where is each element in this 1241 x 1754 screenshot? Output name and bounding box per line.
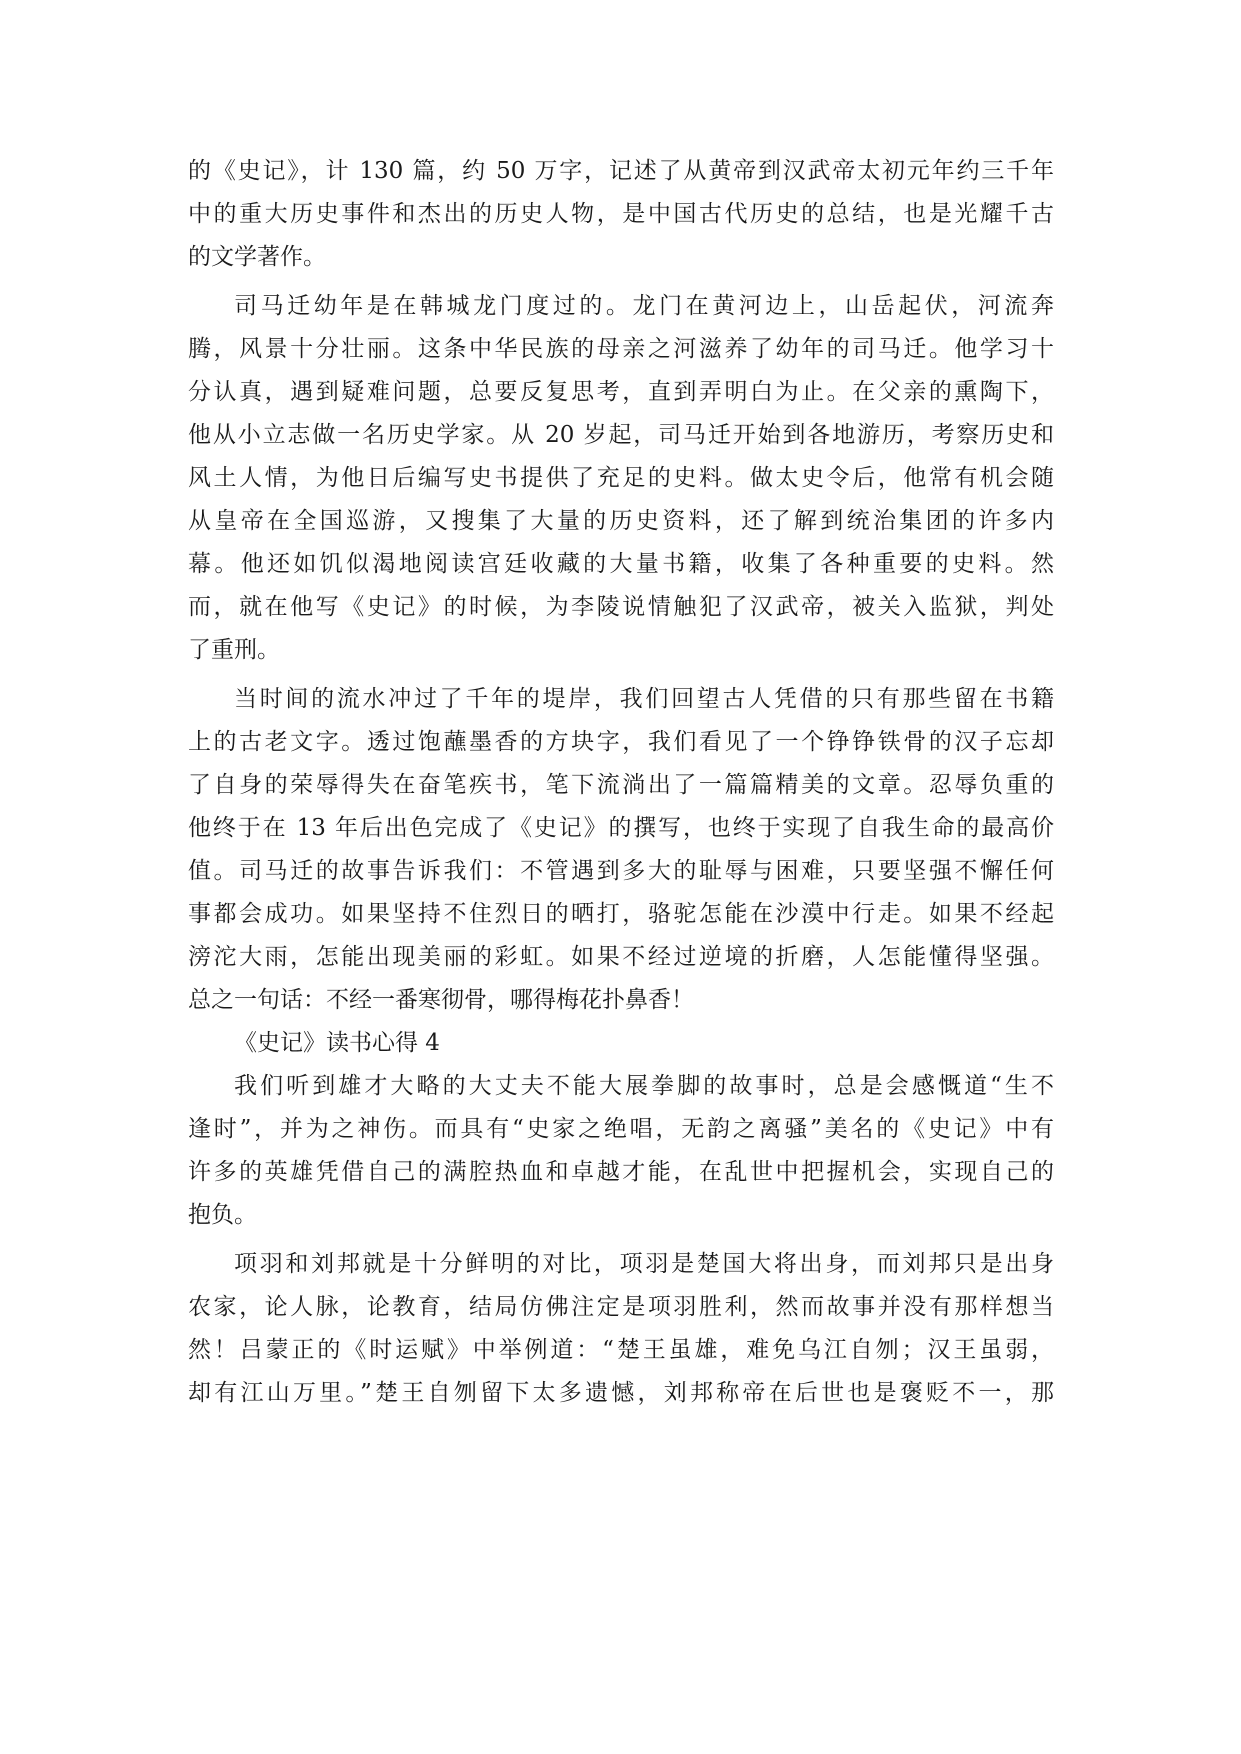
text-line: 幕。他还如饥似渴地阅读宫廷收藏的大量书籍，收集了各种重要的史料。然	[188, 551, 1054, 577]
text-line: 却有江山万里。”楚王自刎留下太多遗憾，刘邦称帝在后世也是褒贬不一，那	[188, 1380, 1054, 1406]
document-body	[188, 150, 1054, 1415]
text-line: 风土人情，为他日后编写史书提供了充足的史料。做太史令后，他常有机会随	[188, 465, 1054, 491]
section-title: 《史记》读书心得 4	[234, 1030, 440, 1056]
text-line: 许多的英雄凭借自己的满腔热血和卓越才能，在乱世中把握机会，实现自己的	[188, 1159, 1054, 1185]
paragraph-heroes	[188, 1065, 1054, 1237]
paragraph-sima-qian-youth	[188, 285, 1054, 672]
text-line: 腾，风景十分壮丽。这条中华民族的母亲之河滋养了幼年的司马迁。他学习十	[188, 336, 1054, 362]
paragraph-xiang-yu-liu-bang	[188, 1243, 1054, 1415]
text-line: 滂沱大雨，怎能出现美丽的彩虹。如果不经过逆境的折磨，人怎能懂得坚强。	[188, 944, 1054, 970]
text-line: 逢时”，并为之神伤。而具有“史家之绝唱，无韵之离骚”美名的《史记》中有	[188, 1116, 1054, 1142]
text-line: 值。司马迁的故事告诉我们：不管遇到多大的耻辱与困难，只要坚强不懈任何	[188, 858, 1054, 884]
text-line: 总之一句话：不经一番寒彻骨，哪得梅花扑鼻香！	[188, 987, 694, 1013]
text-line: 然！吕蒙正的《时运赋》中举例道：“楚王虽雄，难免乌江自刎；汉王虽弱，	[188, 1337, 1054, 1363]
text-line: 从皇帝在全国巡游，又搜集了大量的历史资料，还了解到统治集团的许多内	[188, 508, 1054, 534]
text-line: 的《史记》，计 130 篇，约 50 万字，记述了从黄帝到汉武帝太初元年约三千年	[188, 158, 1054, 184]
text-line: 他从小立志做一名历史学家。从 20 岁起，司马迁开始到各地游历，考察历史和	[188, 422, 1054, 448]
paragraph-intro-continuation	[188, 150, 1054, 279]
text-line: 分认真，遇到疑难问题，总要反复思考，直到弄明白为止。在父亲的熏陶下，	[188, 379, 1054, 405]
text-line: 我们听到雄才大略的大丈夫不能大展拳脚的故事时，总是会感慨道“生不	[234, 1073, 1054, 1099]
text-line: 了自身的荣辱得失在奋笔疾书，笔下流淌出了一篇篇精美的文章。忍辱负重的	[188, 772, 1054, 798]
text-line: 农家，论人脉，论教育，结局仿佛注定是项羽胜利，然而故事并没有那样想当	[188, 1294, 1054, 1320]
text-line: 上的古老文字。透过饱蘸墨香的方块字，我们看见了一个铮铮铁骨的汉子忘却	[188, 729, 1054, 755]
text-line: 了重刑。	[188, 637, 280, 663]
text-line: 而，就在他写《史记》的时候，为李陵说情触犯了汉武帝，被关入监狱，判处	[188, 594, 1054, 620]
paragraph-reflection	[188, 678, 1054, 1022]
text-line: 的文学著作。	[188, 244, 326, 270]
text-line: 司马迁幼年是在韩城龙门度过的。龙门在黄河边上，山岳起伏，河流奔	[234, 293, 1054, 319]
text-line: 项羽和刘邦就是十分鲜明的对比，项羽是楚国大将出身，而刘邦只是出身	[234, 1251, 1054, 1277]
section-heading	[188, 1022, 1054, 1065]
text-line: 事都会成功。如果坚持不住烈日的晒打，骆驼怎能在沙漠中行走。如果不经起	[188, 901, 1054, 927]
text-line: 抱负。	[188, 1202, 257, 1228]
text-line: 他终于在 13 年后出色完成了《史记》的撰写，也终于实现了自我生命的最高价	[188, 815, 1054, 841]
text-line: 中的重大历史事件和杰出的历史人物，是中国古代历史的总结，也是光耀千古	[188, 201, 1054, 227]
text-line: 当时间的流水冲过了千年的堤岸，我们回望古人凭借的只有那些留在书籍	[234, 686, 1054, 712]
